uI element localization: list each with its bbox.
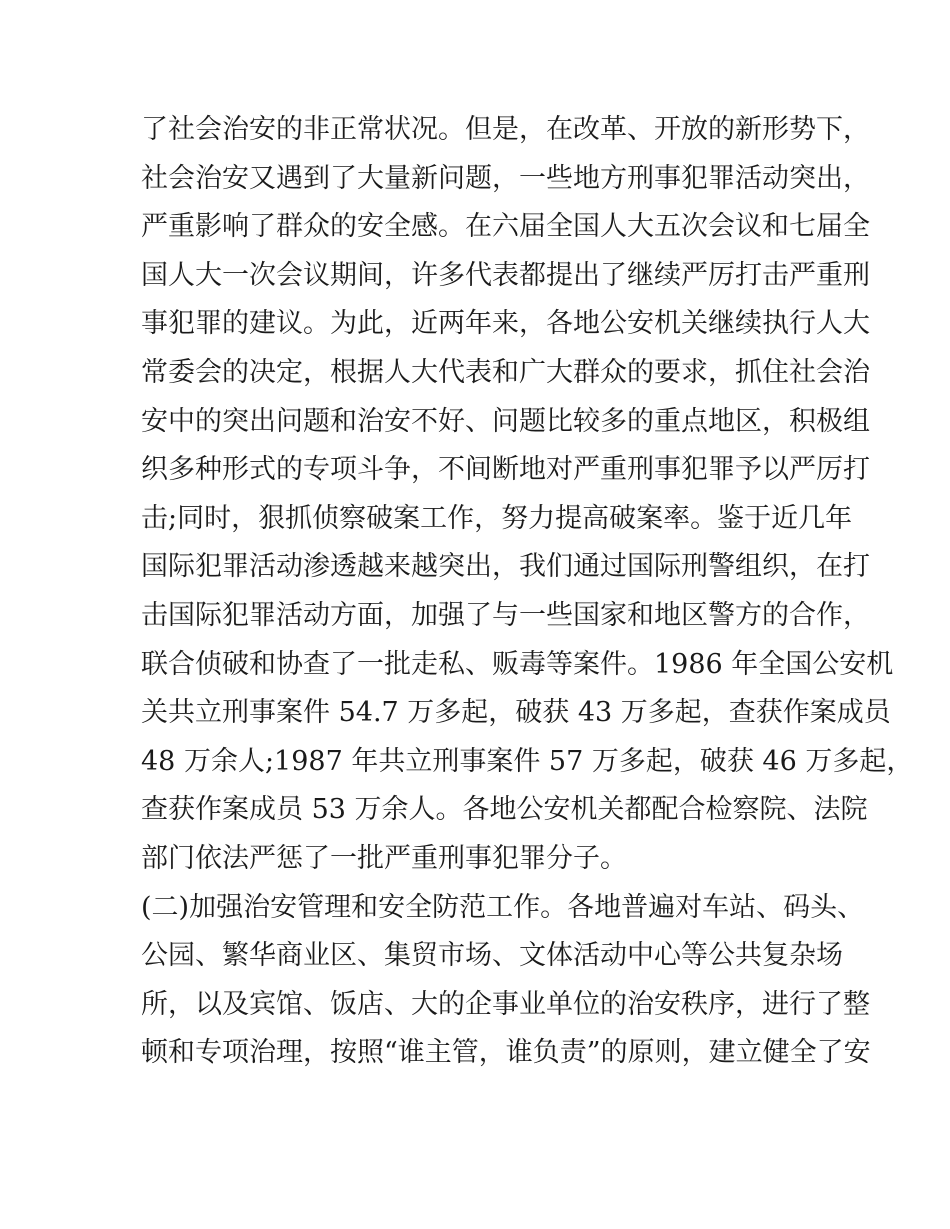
text-line: 国际犯罪活动渗透越来越突出，我们通过国际刑警组织，在打 xyxy=(141,551,870,583)
text-line: 联合侦破和协查了一批走私、贩毒等案件。1986 年全国公安机 xyxy=(141,648,894,680)
body-text xyxy=(141,106,914,1078)
text-line: 顿和专项治理，按照“谁主管，谁负责”的原则，建立健全了安 xyxy=(141,1037,871,1069)
text-line: 安中的突出问题和治安不好、问题比较多的重点地区，积极组 xyxy=(141,405,870,437)
text-line: 常委会的决定，根据人大代表和广大群众的要求，抓住社会治 xyxy=(141,356,870,388)
text-line: 所，以及宾馆、饭店、大的企事业单位的治安秩序，进行了整 xyxy=(141,988,870,1020)
text-line: 严重影响了群众的安全感。在六届全国人大五次会议和七届全 xyxy=(141,211,870,243)
text-line: 了社会治安的非正常状况。但是，在改革、开放的新形势下， xyxy=(141,114,870,145)
text-line: 关共立刑事案件 54.7 万多起，破获 43 万多起，查获作案成员 xyxy=(141,697,891,729)
text-line: 国人大一次会议期间，许多代表都提出了继续严厉打击严重刑 xyxy=(141,259,870,291)
text-line: 社会治安又遇到了大量新问题，一些地方刑事犯罪活动突出， xyxy=(141,162,870,194)
text-line: 公园、繁华商业区、集贸市场、文体活动中心等公共复杂场 xyxy=(141,940,843,972)
text-line: (二)加强治安管理和安全防范工作。各地普遍对车站、码头、 xyxy=(141,891,865,923)
text-line: 事犯罪的建议。为此，近两年来，各地公安机关继续执行人大 xyxy=(141,308,870,340)
text-line: 部门依法严惩了一批严重刑事犯罪分子。 xyxy=(141,842,627,874)
text-line: 击国际犯罪活动方面，加强了与一些国家和地区警方的合作， xyxy=(141,599,870,631)
text-line: 击;同时，狠抓侦察破案工作，努力提高破案率。鉴于近几年 xyxy=(141,502,853,534)
text-line: 织多种形式的专项斗争，不间断地对严重刑事犯罪予以严厉打 xyxy=(141,454,870,486)
text-line: 48 万余人;1987 年共立刑事案件 57 万多起，破获 46 万多起， xyxy=(141,745,914,777)
text-line: 查获作案成员 53 万余人。各地公安机关都配合检察院、法院 xyxy=(141,794,868,826)
